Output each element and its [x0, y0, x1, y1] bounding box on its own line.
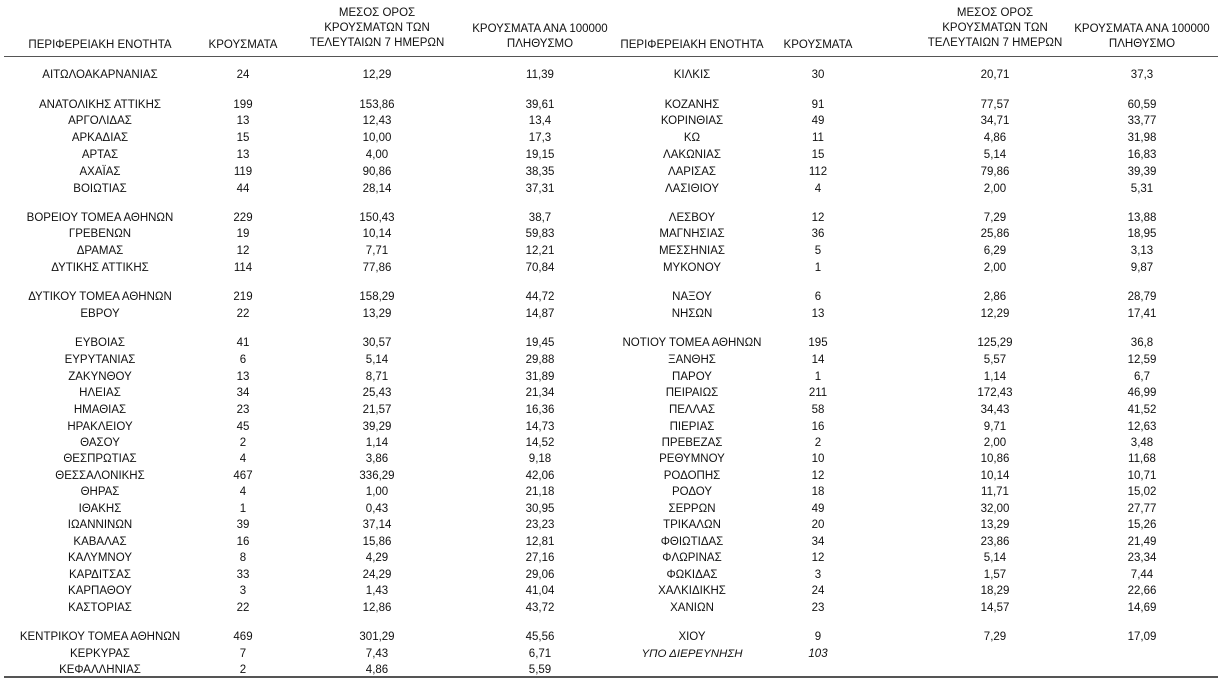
cell-region: ΠΑΡΟΥ	[672, 371, 712, 383]
cell-per: 43,72	[525, 602, 555, 614]
cell-cases: 23	[811, 602, 825, 614]
cell-region: ΝΑΞΟΥ	[672, 291, 712, 303]
cell-avg: 9,71	[983, 421, 1007, 433]
cell-cases: 41	[236, 337, 250, 349]
cell-cases: 12	[811, 552, 825, 564]
cell-region: ΤΡΙΚΑΛΩΝ	[663, 519, 721, 531]
cell-cases: 34	[811, 536, 825, 548]
cell-region: ΘΗΡΑΣ	[80, 486, 120, 498]
cell-avg: 301,29	[359, 631, 395, 643]
cell-per: 17,3	[528, 132, 552, 144]
header-region-left: ΠΕΡΙΦΕΡΕΙΑΚΗ ΕΝΟΤΗΤΑ	[28, 39, 172, 51]
cell-region: ΧΑΝΙΩΝ	[670, 602, 714, 614]
cell-per: 23,34	[1127, 552, 1157, 564]
header-cases-left: ΚΡΟΥΣΜΑΤΑ	[208, 39, 278, 51]
cell-per: 42,06	[525, 470, 555, 482]
cell-cases: 14	[811, 354, 825, 366]
cell-avg: 12,86	[362, 602, 392, 614]
cell-cases: 49	[811, 503, 825, 515]
cell-region: ΚΩ	[683, 132, 701, 144]
cell-per: 39,39	[1127, 166, 1157, 178]
cell-avg: 1,57	[983, 569, 1007, 581]
cell-cases: 13	[236, 371, 250, 383]
cell-region: ΘΑΣΟΥ	[80, 437, 120, 449]
cell-avg: 2,00	[983, 262, 1007, 274]
cell-per: 16,83	[1127, 149, 1157, 161]
cell-avg: 7,71	[365, 245, 389, 257]
cell-avg: 32,00	[980, 503, 1010, 515]
cell-cases: 24	[811, 585, 825, 597]
cell-avg: 90,86	[362, 166, 392, 178]
cell-region: ΒΟΡΕΙΟΥ ΤΟΜΕΑ ΑΘΗΝΩΝ	[26, 212, 174, 224]
cell-region: ΑΝΑΤΟΛΙΚΗΣ ΑΤΤΙΚΗΣ	[38, 99, 161, 111]
cell-cases: 15	[811, 149, 825, 161]
cell-region: ΚΑΡΔΙΤΣΑΣ	[69, 569, 131, 581]
cell-region: ΙΩΑΝΝΙΝΩΝ	[67, 519, 133, 531]
cell-cases: 16	[811, 421, 825, 433]
cell-region: ΑΡΤΑΣ	[81, 149, 119, 161]
cell-per: 18,95	[1127, 228, 1157, 240]
cell-region: ΚΑΣΤΟΡΙΑΣ	[68, 602, 132, 614]
cell-cases: 119	[233, 166, 253, 178]
header-region-right: ΠΕΡΙΦΕΡΕΙΑΚΗ ΕΝΟΤΗΤΑ	[620, 39, 764, 51]
cell-region: ΠΡΕΒΕΖΑΣ	[661, 437, 723, 449]
cell-region: ΡΟΔΟΠΗΣ	[663, 470, 721, 482]
cell-region: ΗΡΑΚΛΕΙΟΥ	[67, 421, 133, 433]
cell-per: 41,04	[525, 585, 555, 597]
cell-per: 13,88	[1127, 212, 1157, 224]
cell-per: 19,45	[525, 337, 555, 349]
cell-region: ΚΑΛΥΜΝΟΥ	[68, 552, 132, 564]
cell-region: ΦΘΙΩΤΙΔΑΣ	[660, 536, 724, 548]
cell-cases: 8	[239, 552, 247, 564]
cell-region: ΦΛΩΡΙΝΑΣ	[662, 552, 722, 564]
cell-cases: 18	[811, 486, 825, 498]
cell-avg: 2,00	[983, 183, 1007, 195]
cell-avg: 0,43	[365, 503, 389, 515]
cell-region: ΕΥΒΟΙΑΣ	[75, 337, 125, 349]
cell-avg: 39,29	[362, 421, 392, 433]
cell-per: 38,35	[525, 166, 555, 178]
cell-avg: 125,29	[977, 337, 1013, 349]
cell-region: ΛΑΚΩΝΙΑΣ	[663, 149, 721, 161]
cell-region: ΛΑΡΙΣΑΣ	[667, 166, 717, 178]
cell-per: 12,59	[1127, 354, 1157, 366]
cell-per: 29,06	[525, 569, 555, 581]
cell-cases: 229	[233, 212, 253, 224]
cell-avg: 4,00	[365, 149, 389, 161]
cell-per: 14,87	[525, 308, 555, 320]
cell-region: ΖΑΚΥΝΘΟΥ	[68, 371, 132, 383]
cell-cases: 10	[811, 453, 825, 465]
header-per100k-right: ΚΡΟΥΣΜΑΤΑ ΑΝΑ 100000 ΠΛΗΘΥΣΜΟ	[1074, 23, 1210, 50]
cell-region: ΝΟΤΙΟΥ ΤΟΜΕΑ ΑΘΗΝΩΝ	[622, 337, 762, 349]
cell-cases: 24	[236, 69, 250, 81]
cell-cases: 19	[236, 228, 250, 240]
cell-per: 9,18	[528, 453, 552, 465]
cell-region: ΧΑΛΚΙΔΙΚΗΣ	[658, 585, 726, 597]
cell-cases: 7	[239, 648, 247, 660]
cell-avg: 150,43	[359, 212, 395, 224]
cell-region: ΡΟΔΟΥ	[671, 486, 713, 498]
cell-cases: 11	[812, 132, 824, 144]
cell-per: 12,21	[525, 245, 555, 257]
cell-region: ΑΡΓΟΛΙΔΑΣ	[68, 115, 132, 127]
cell-region: ΠΙΕΡΙΑΣ	[669, 421, 715, 433]
cell-region: ΘΕΣΠΡΩΤΙΑΣ	[63, 453, 137, 465]
cell-cases: 3	[239, 585, 247, 597]
cell-cases: 44	[236, 183, 250, 195]
cell-region: ΠΕΛΛΑΣ	[668, 404, 716, 416]
cell-cases: 1	[814, 262, 822, 274]
cell-avg: 172,43	[977, 387, 1013, 399]
cell-region: ΚΙΛΚΙΣ	[673, 69, 711, 81]
cell-avg: 336,29	[359, 470, 395, 482]
cell-cases: 1	[239, 503, 247, 515]
cell-per: 44,72	[525, 291, 555, 303]
cell-avg: 12,43	[362, 115, 392, 127]
cell-per: 16,36	[525, 404, 555, 416]
cell-cases: 5	[814, 245, 822, 257]
cell-per: 27,77	[1127, 503, 1157, 515]
cell-avg: 5,57	[983, 354, 1007, 366]
cell-cases: 12	[811, 470, 825, 482]
cell-per: 27,16	[525, 552, 555, 564]
cell-region: ΥΠΟ ΔΙΕΡΕΥΝΗΣΗ	[641, 648, 743, 660]
cell-region: ΗΜΑΘΙΑΣ	[73, 404, 127, 416]
cell-cases: 13	[236, 149, 250, 161]
cell-avg: 18,29	[980, 585, 1010, 597]
cell-avg: 12,29	[980, 308, 1010, 320]
cell-cases: 33	[236, 569, 250, 581]
cell-region: ΚΑΒΑΛΑΣ	[73, 536, 127, 548]
cell-cases: 58	[811, 404, 825, 416]
header-avg-left: ΜΕΣΟΣ ΟΡΟΣ ΚΡΟΥΣΜΑΤΩΝ ΤΩΝ ΤΕΛΕΥΤΑΙΩΝ 7 ΗΜΕΡΩΝ	[309, 7, 445, 49]
cell-per: 37,3	[1130, 69, 1154, 81]
cell-region: ΗΛΕΙΑΣ	[79, 387, 121, 399]
cell-avg: 25,43	[362, 387, 392, 399]
cell-cases: 4	[239, 453, 247, 465]
cell-cases: 49	[811, 115, 825, 127]
cell-per: 30,95	[525, 503, 555, 515]
cell-per: 17,09	[1127, 631, 1157, 643]
cell-per: 29,88	[525, 354, 555, 366]
cell-per: 41,52	[1127, 404, 1157, 416]
cell-avg: 1,00	[365, 486, 389, 498]
cell-avg: 153,86	[359, 99, 395, 111]
cell-cases: 1	[814, 371, 822, 383]
cell-per: 31,98	[1127, 132, 1157, 144]
cell-per: 3,48	[1130, 437, 1154, 449]
cell-cases: 20	[811, 519, 825, 531]
cell-cases: 91	[811, 99, 825, 111]
cell-region: ΜΑΓΝΗΣΙΑΣ	[659, 228, 725, 240]
cell-avg: 1,14	[983, 371, 1007, 383]
cell-avg: 28,14	[362, 183, 392, 195]
cell-region: ΚΟΡΙΝΘΙΑΣ	[660, 115, 724, 127]
cell-region: ΓΡΕΒΕΝΩΝ	[68, 228, 132, 240]
cell-per: 13,4	[528, 115, 552, 127]
cell-avg: 4,86	[365, 664, 389, 676]
cell-per: 33,77	[1127, 115, 1157, 127]
cell-cases: 23	[236, 404, 250, 416]
cell-region: ΙΘΑΚΗΣ	[78, 503, 122, 515]
cell-per: 36,8	[1130, 337, 1154, 349]
cell-avg: 21,57	[362, 404, 392, 416]
cell-region: ΑΙΤΩΛΟΑΚΑΡΝΑΝΙΑΣ	[42, 69, 158, 81]
cell-per: 5,31	[1130, 183, 1154, 195]
cell-per: 46,99	[1127, 387, 1157, 399]
cell-cases: 2	[814, 437, 822, 449]
cell-per: 70,84	[525, 262, 555, 274]
cell-region: ΛΕΣΒΟΥ	[668, 212, 716, 224]
cell-per: 6,7	[1134, 371, 1150, 383]
cell-cases: 199	[233, 99, 253, 111]
cell-cases: 13	[236, 115, 250, 127]
cell-per: 22,66	[1127, 585, 1157, 597]
header-avg-right: ΜΕΣΟΣ ΟΡΟΣ ΚΡΟΥΣΜΑΤΩΝ ΤΩΝ ΤΕΛΕΥΤΑΙΩΝ 7 ΗΜΕΡΩΝ	[927, 7, 1063, 49]
cell-cases: 195	[808, 337, 828, 349]
cell-per: 9,87	[1130, 262, 1154, 274]
cell-avg: 7,29	[983, 631, 1007, 643]
cell-per: 59,83	[525, 228, 555, 240]
cell-per: 19,15	[525, 149, 555, 161]
cell-cases: 219	[233, 291, 253, 303]
cell-avg: 14,57	[980, 602, 1010, 614]
cell-cases: 34	[236, 387, 250, 399]
cell-avg: 77,57	[980, 99, 1010, 111]
cell-region: ΘΕΣΣΑΛΟΝΙΚΗΣ	[55, 470, 145, 482]
cell-per: 21,34	[525, 387, 555, 399]
cell-avg: 10,14	[980, 470, 1010, 482]
cell-avg: 20,71	[980, 69, 1010, 81]
cell-cases: 16	[236, 536, 250, 548]
cell-cases: 30	[811, 69, 825, 81]
cell-avg: 24,29	[362, 569, 392, 581]
cell-per: 3,13	[1130, 245, 1154, 257]
cell-per: 45,56	[525, 631, 555, 643]
cell-region: ΚΕΦΑΛΛΗΝΙΑΣ	[59, 664, 141, 676]
cell-cases: 3	[814, 569, 822, 581]
cell-avg: 10,14	[362, 228, 392, 240]
cell-region: ΠΕΙΡΑΙΩΣ	[665, 387, 719, 399]
cell-per: 21,18	[525, 486, 555, 498]
cell-avg: 7,29	[983, 212, 1007, 224]
cell-avg: 25,86	[980, 228, 1010, 240]
cell-cases: 15	[236, 132, 250, 144]
cell-avg: 8,71	[365, 371, 389, 383]
cell-per: 15,26	[1127, 519, 1157, 531]
cell-region: ΧΙΟΥ	[678, 631, 706, 643]
header-cases-right: ΚΡΟΥΣΜΑΤΑ	[783, 39, 853, 51]
cell-per: 12,81	[525, 536, 555, 548]
cell-cases: 22	[236, 602, 250, 614]
cell-per: 38,7	[528, 212, 552, 224]
cell-region: ΚΕΝΤΡΙΚΟΥ ΤΟΜΕΑ ΑΘΗΝΩΝ	[19, 631, 181, 643]
cell-avg: 77,86	[362, 262, 392, 274]
cell-per: 37,31	[525, 183, 555, 195]
cell-cases: 22	[236, 308, 250, 320]
cell-avg: 1,43	[365, 585, 389, 597]
cell-per: 28,79	[1127, 291, 1157, 303]
cell-avg: 6,29	[983, 245, 1007, 257]
cell-per: 60,59	[1127, 99, 1157, 111]
cell-region: ΔΥΤΙΚΟΥ ΤΟΜΕΑ ΑΘΗΝΩΝ	[28, 291, 172, 303]
cell-region: ΑΧΑΪΑΣ	[79, 166, 121, 178]
cell-region: ΚΕΡΚΥΡΑΣ	[70, 648, 130, 660]
cell-cases: 12	[236, 245, 250, 257]
cell-per: 15,02	[1127, 486, 1157, 498]
cell-avg: 5,14	[365, 354, 389, 366]
cell-cases: 13	[811, 308, 825, 320]
cell-cases: 39	[236, 519, 250, 531]
cell-per: 10,71	[1127, 470, 1157, 482]
cell-region: ΜΕΣΣΗΝΙΑΣ	[658, 245, 726, 257]
cell-cases: 2	[239, 664, 247, 676]
cell-avg: 30,57	[362, 337, 392, 349]
cell-per: 31,89	[525, 371, 555, 383]
cell-region: ΛΑΣΙΘΙΟΥ	[664, 183, 720, 195]
cell-avg: 1,14	[365, 437, 389, 449]
cell-cases: 211	[808, 387, 828, 399]
cell-avg: 23,86	[980, 536, 1010, 548]
cell-avg: 7,43	[365, 648, 389, 660]
cell-per: 12,63	[1127, 421, 1157, 433]
cell-per: 11,68	[1128, 453, 1156, 465]
cell-region: ΚΟΖΑΝΗΣ	[664, 99, 720, 111]
cell-avg: 4,86	[983, 132, 1007, 144]
cell-region: ΔΥΤΙΚΗΣ ΑΤΤΙΚΗΣ	[51, 262, 149, 274]
cell-region: ΞΑΝΘΗΣ	[668, 354, 716, 366]
cell-per: 23,23	[525, 519, 555, 531]
cell-cases: 114	[233, 262, 253, 274]
cell-per: 17,41	[1127, 308, 1157, 320]
cell-cases: 36	[811, 228, 825, 240]
cell-cases: 12	[811, 212, 825, 224]
cell-region: ΦΩΚΙΔΑΣ	[666, 569, 718, 581]
cell-region: ΕΥΡΥΤΑΝΙΑΣ	[64, 354, 136, 366]
cell-avg: 12,29	[362, 69, 392, 81]
cell-cases: 103	[808, 648, 828, 660]
cell-avg: 37,14	[362, 519, 392, 531]
bottom-divider	[4, 676, 1218, 678]
cell-region: ΜΥΚΟΝΟΥ	[662, 262, 722, 274]
cell-avg: 15,86	[362, 536, 392, 548]
cell-avg: 34,71	[980, 115, 1010, 127]
cell-avg: 4,29	[365, 552, 389, 564]
cell-avg: 5,14	[983, 149, 1007, 161]
cell-region: ΒΟΙΩΤΙΑΣ	[73, 183, 127, 195]
cell-region: ΡΕΘΥΜΝΟΥ	[659, 453, 725, 465]
cell-per: 5,59	[528, 664, 552, 676]
cell-cases: 469	[233, 631, 253, 643]
cell-region: ΕΒΡΟΥ	[80, 308, 120, 320]
cell-avg: 10,00	[362, 132, 392, 144]
cell-per: 21,49	[1127, 536, 1157, 548]
cell-avg: 13,29	[362, 308, 392, 320]
header-per100k-left: ΚΡΟΥΣΜΑΤΑ ΑΝΑ 100000 ΠΛΗΘΥΣΜΟ	[472, 23, 608, 50]
cell-per: 7,44	[1130, 569, 1154, 581]
cell-region: ΝΗΣΩΝ	[671, 308, 713, 320]
cell-cases: 4	[814, 183, 822, 195]
cell-per: 11,39	[526, 69, 554, 81]
cell-avg: 13,29	[980, 519, 1010, 531]
cell-avg: 158,29	[359, 291, 395, 303]
cell-avg: 10,86	[980, 453, 1010, 465]
cell-region: ΚΑΡΠΑΘΟΥ	[68, 585, 132, 597]
cell-avg: 79,86	[980, 166, 1010, 178]
cell-avg: 3,86	[365, 453, 389, 465]
cell-avg: 2,00	[983, 437, 1007, 449]
cell-per: 6,71	[528, 648, 552, 660]
cell-region: ΔΡΑΜΑΣ	[76, 245, 124, 257]
cell-avg: 11,71	[981, 486, 1009, 498]
cell-per: 14,69	[1127, 602, 1157, 614]
cell-region: ΑΡΚΑΔΙΑΣ	[71, 132, 129, 144]
cell-cases: 45	[236, 421, 250, 433]
cell-avg: 2,86	[983, 291, 1007, 303]
cell-cases: 6	[239, 354, 247, 366]
cell-per: 14,52	[525, 437, 555, 449]
cell-cases: 467	[233, 470, 253, 482]
cell-cases: 112	[808, 166, 828, 178]
cell-cases: 9	[814, 631, 822, 643]
cell-per: 39,61	[525, 99, 555, 111]
cell-region: ΣΕΡΡΩΝ	[668, 503, 716, 515]
cell-per: 14,73	[525, 421, 555, 433]
cell-avg: 34,43	[980, 404, 1010, 416]
cell-cases: 6	[814, 291, 822, 303]
header-divider	[4, 56, 1218, 57]
cell-cases: 4	[239, 486, 247, 498]
cell-avg: 5,14	[983, 552, 1007, 564]
cell-cases: 2	[239, 437, 247, 449]
